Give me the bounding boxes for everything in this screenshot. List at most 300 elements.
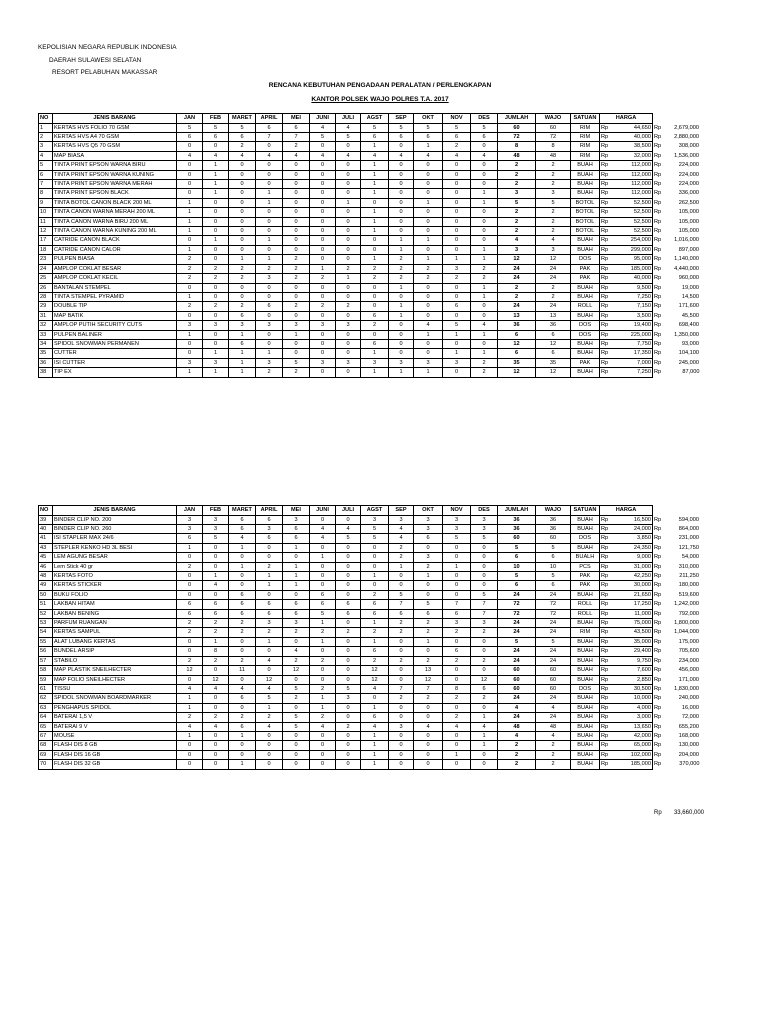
row-number: 48 — [39, 572, 53, 581]
line-total-currency: Rp — [654, 554, 662, 561]
unit-price: 24,350 — [615, 543, 653, 552]
month-quantity: 0 — [443, 675, 471, 684]
line-total-currency: Rp — [654, 638, 662, 645]
unit-price: 112,000 — [615, 170, 653, 179]
column-header: WAJO — [536, 114, 571, 124]
price-currency: Rp — [600, 628, 615, 637]
row-number: 65 — [39, 722, 53, 731]
month-quantity: 0 — [177, 675, 203, 684]
line-total-value: 456,000 — [678, 667, 700, 674]
month-quantity: 2 — [389, 543, 414, 552]
month-quantity: 0 — [177, 142, 203, 151]
month-quantity: 0 — [389, 760, 414, 769]
row-number: 63 — [39, 703, 53, 712]
month-quantity: 12 — [177, 666, 203, 675]
month-quantity: 0 — [443, 637, 471, 646]
month-quantity: 3 — [414, 553, 443, 562]
month-quantity: 3 — [177, 515, 203, 524]
unit-price: 40,000 — [615, 133, 653, 142]
wajo-value: 4 — [536, 703, 571, 712]
month-quantity: 0 — [389, 666, 414, 675]
wajo-value: 24 — [536, 628, 571, 637]
month-quantity: 0 — [256, 208, 283, 217]
month-quantity: 3 — [443, 515, 471, 524]
jumlah-value: 24 — [498, 713, 536, 722]
month-quantity: 0 — [471, 227, 498, 236]
month-quantity: 0 — [336, 330, 361, 339]
column-header: JAN — [177, 506, 203, 516]
price-currency: Rp — [600, 142, 615, 151]
line-total-currency: Rp — [654, 152, 662, 159]
month-quantity: 0 — [414, 349, 443, 358]
table-row — [39, 515, 701, 524]
month-quantity: 0 — [471, 562, 498, 571]
table-row — [39, 133, 701, 142]
jumlah-value: 72 — [498, 609, 536, 618]
wajo-value: 12 — [536, 368, 571, 377]
month-quantity: 1 — [229, 731, 256, 740]
month-quantity: 2 — [361, 590, 389, 599]
month-quantity: 6 — [336, 600, 361, 609]
line-total-value: 16,000 — [681, 704, 700, 711]
satuan-value: RIM — [571, 628, 600, 637]
month-quantity: 2 — [177, 264, 203, 273]
table-row — [39, 264, 701, 273]
month-quantity: 2 — [389, 553, 414, 562]
month-quantity: 6 — [310, 600, 336, 609]
item-name: CUTTER — [53, 349, 177, 358]
line-total-value: 72,000 — [681, 714, 700, 721]
month-quantity: 0 — [203, 741, 229, 750]
jumlah-value: 12 — [498, 255, 536, 264]
month-quantity: 1 — [283, 572, 310, 581]
table-row — [39, 581, 701, 590]
table-row — [39, 609, 701, 618]
month-quantity: 0 — [177, 581, 203, 590]
month-quantity: 0 — [283, 198, 310, 207]
row-number: 18 — [39, 245, 53, 254]
month-quantity: 0 — [177, 189, 203, 198]
month-quantity: 0 — [443, 161, 471, 170]
row-number: 28 — [39, 292, 53, 301]
month-quantity: 0 — [177, 180, 203, 189]
month-quantity: 1 — [471, 741, 498, 750]
line-total-currency: Rp — [654, 134, 662, 140]
month-quantity: 0 — [389, 675, 414, 684]
month-quantity: 1 — [443, 255, 471, 264]
month-quantity: 0 — [336, 741, 361, 750]
unit-price: 44,650 — [615, 123, 653, 132]
month-quantity: 0 — [389, 227, 414, 236]
row-number: 67 — [39, 731, 53, 740]
month-quantity: 2 — [310, 684, 336, 693]
wajo-value: 48 — [536, 722, 571, 731]
line-total-value: 308,000 — [678, 143, 700, 150]
satuan-value: BUAH — [571, 283, 600, 292]
line-total-value: 105,000 — [678, 228, 700, 235]
month-quantity: 0 — [310, 292, 336, 301]
wajo-value: 6 — [536, 581, 571, 590]
line-total-cell — [653, 684, 701, 693]
month-quantity: 1 — [389, 562, 414, 571]
row-number: 70 — [39, 760, 53, 769]
month-quantity: 0 — [443, 760, 471, 769]
month-quantity: 4 — [361, 684, 389, 693]
line-total-currency: Rp — [654, 228, 662, 235]
unit-price: 75,000 — [615, 619, 653, 628]
month-quantity: 0 — [283, 760, 310, 769]
month-quantity: 6 — [414, 534, 443, 543]
price-currency: Rp — [600, 600, 615, 609]
wajo-value: 24 — [536, 694, 571, 703]
table-row — [39, 562, 701, 571]
month-quantity: 2 — [361, 321, 389, 330]
table-row — [39, 311, 701, 320]
month-quantity: 1 — [256, 236, 283, 245]
line-total-value: 1,242,000 — [674, 601, 700, 608]
month-quantity: 0 — [203, 553, 229, 562]
month-quantity: 2 — [283, 368, 310, 377]
wajo-value: 24 — [536, 264, 571, 273]
wajo-value: 4 — [536, 236, 571, 245]
line-total-cell — [653, 321, 701, 330]
month-quantity: 0 — [336, 255, 361, 264]
table-row — [39, 590, 701, 599]
month-quantity: 1 — [471, 245, 498, 254]
row-number: 61 — [39, 684, 53, 693]
unit-price: 3,500 — [615, 311, 653, 320]
month-quantity: 1 — [443, 750, 471, 759]
month-quantity: 0 — [256, 180, 283, 189]
line-total-cell — [653, 628, 701, 637]
line-total-currency: Rp — [654, 350, 662, 357]
month-quantity: 0 — [471, 208, 498, 217]
month-quantity: 1 — [361, 180, 389, 189]
month-quantity: 5 — [283, 358, 310, 367]
unit-price: 9,500 — [615, 283, 653, 292]
month-quantity: 0 — [389, 330, 414, 339]
month-quantity: 5 — [256, 694, 283, 703]
line-total-cell — [653, 703, 701, 712]
line-total-currency: Rp — [654, 143, 662, 150]
unit-price: 112,000 — [615, 189, 653, 198]
line-total-cell — [653, 666, 701, 675]
month-quantity: 3 — [443, 264, 471, 273]
line-total-currency: Rp — [654, 601, 662, 608]
month-quantity: 5 — [203, 123, 229, 132]
month-quantity: 1 — [203, 368, 229, 377]
month-quantity: 0 — [389, 713, 414, 722]
month-quantity: 0 — [414, 731, 443, 740]
line-total-currency: Rp — [654, 714, 662, 721]
month-quantity: 0 — [336, 619, 361, 628]
line-total-currency: Rp — [654, 190, 662, 197]
unit-price: 102,000 — [615, 750, 653, 759]
month-quantity: 0 — [336, 515, 361, 524]
wajo-value: 8 — [536, 142, 571, 151]
month-quantity: 2 — [177, 255, 203, 264]
wajo-value: 24 — [536, 656, 571, 665]
month-quantity: 0 — [229, 675, 256, 684]
month-quantity: 4 — [443, 722, 471, 731]
price-currency: Rp — [600, 161, 615, 170]
price-currency: Rp — [600, 581, 615, 590]
month-quantity: 7 — [389, 600, 414, 609]
month-quantity: 0 — [310, 311, 336, 320]
month-quantity: 1 — [389, 311, 414, 320]
month-quantity: 5 — [443, 534, 471, 543]
column-header: JUNI — [310, 114, 336, 124]
month-quantity: 1 — [256, 572, 283, 581]
line-total-value: 231,000 — [678, 535, 700, 542]
line-total-currency: Rp — [654, 535, 662, 542]
month-quantity: 3 — [283, 321, 310, 330]
month-quantity: 6 — [256, 609, 283, 618]
price-currency: Rp — [600, 264, 615, 273]
month-quantity: 2 — [471, 694, 498, 703]
row-number: 7 — [39, 180, 53, 189]
table-row — [39, 703, 701, 712]
wajo-value: 72 — [536, 600, 571, 609]
item-name: CATRIDE CANON CALOR — [53, 245, 177, 254]
row-number: 36 — [39, 358, 53, 367]
jumlah-value: 2 — [498, 170, 536, 179]
month-quantity: 4 — [414, 722, 443, 731]
month-quantity: 1 — [361, 217, 389, 226]
unit-price: 9,750 — [615, 656, 653, 665]
price-currency: Rp — [600, 198, 615, 207]
month-quantity: 5 — [283, 713, 310, 722]
line-total-currency: Rp — [654, 303, 662, 310]
line-total-currency: Rp — [654, 620, 662, 627]
document-title: RENCANA KEBUTUHAN PENGADAAN PERALATAN / PERLENGKAPAN — [268, 82, 492, 89]
month-quantity: 0 — [336, 170, 361, 179]
month-quantity: 5 — [310, 609, 336, 618]
line-total-value: 336,000 — [678, 190, 700, 197]
month-quantity: 0 — [336, 245, 361, 254]
month-quantity: 0 — [310, 142, 336, 151]
month-quantity: 1 — [203, 236, 229, 245]
month-quantity: 5 — [443, 123, 471, 132]
price-currency: Rp — [600, 245, 615, 254]
line-total-currency: Rp — [654, 629, 662, 636]
month-quantity: 0 — [443, 339, 471, 348]
month-quantity: 2 — [203, 713, 229, 722]
line-total-cell — [653, 572, 701, 581]
table-row — [39, 684, 701, 693]
month-quantity: 1 — [414, 637, 443, 646]
row-number: 43 — [39, 543, 53, 552]
month-quantity: 0 — [336, 760, 361, 769]
price-currency: Rp — [600, 534, 615, 543]
month-quantity: 0 — [256, 553, 283, 562]
satuan-value: BOTOL — [571, 227, 600, 236]
month-quantity: 0 — [177, 553, 203, 562]
line-total-value: 204,000 — [678, 751, 700, 758]
month-quantity: 1 — [361, 227, 389, 236]
month-quantity: 5 — [336, 684, 361, 693]
item-name: LAKBAN BENING — [53, 609, 177, 618]
unit-price: 32,000 — [615, 151, 653, 160]
month-quantity: 0 — [414, 339, 443, 348]
line-total-value: 234,000 — [678, 657, 700, 664]
jumlah-value: 2 — [498, 208, 536, 217]
month-quantity: 1 — [283, 581, 310, 590]
month-quantity: 4 — [389, 525, 414, 534]
month-quantity: 0 — [443, 189, 471, 198]
wajo-value: 24 — [536, 647, 571, 656]
month-quantity: 0 — [203, 292, 229, 301]
line-total-value: 224,000 — [678, 162, 700, 169]
month-quantity: 8 — [443, 684, 471, 693]
month-quantity: 2 — [229, 274, 256, 283]
table-row — [39, 750, 701, 759]
month-quantity: 1 — [177, 543, 203, 552]
month-quantity: 0 — [414, 703, 443, 712]
price-currency: Rp — [600, 666, 615, 675]
jumlah-value: 4 — [498, 731, 536, 740]
month-quantity: 0 — [177, 161, 203, 170]
table-row — [39, 283, 701, 292]
month-quantity: 1 — [361, 572, 389, 581]
satuan-value: BUAH — [571, 170, 600, 179]
line-total-cell — [653, 283, 701, 292]
row-number: 56 — [39, 647, 53, 656]
month-quantity: 1 — [310, 703, 336, 712]
month-quantity: 3 — [283, 515, 310, 524]
line-total-value: 1,016,000 — [674, 237, 700, 244]
item-name: BINDER CLIP NO. 260 — [53, 525, 177, 534]
table-row — [39, 368, 701, 377]
line-total-value: 1,140,000 — [674, 256, 700, 263]
month-quantity: 0 — [336, 311, 361, 320]
month-quantity: 0 — [389, 198, 414, 207]
line-total-currency: Rp — [654, 171, 662, 178]
month-quantity: 0 — [336, 283, 361, 292]
month-quantity: 1 — [229, 330, 256, 339]
month-quantity: 0 — [256, 283, 283, 292]
table-row — [39, 302, 701, 311]
wajo-value: 6 — [536, 553, 571, 562]
column-header: NO — [39, 506, 53, 516]
item-name: STABILO — [53, 656, 177, 665]
line-total-cell — [653, 553, 701, 562]
wajo-value: 2 — [536, 208, 571, 217]
month-quantity: 2 — [203, 302, 229, 311]
jumlah-value: 3 — [498, 245, 536, 254]
jumlah-value: 5 — [498, 198, 536, 207]
month-quantity: 2 — [471, 628, 498, 637]
price-currency: Rp — [600, 236, 615, 245]
price-currency: Rp — [600, 227, 615, 236]
month-quantity: 6 — [361, 647, 389, 656]
row-number: 53 — [39, 619, 53, 628]
month-quantity: 4 — [229, 684, 256, 693]
month-quantity: 0 — [256, 227, 283, 236]
month-quantity: 3 — [256, 619, 283, 628]
month-quantity: 0 — [336, 543, 361, 552]
row-number: 32 — [39, 321, 53, 330]
month-quantity: 6 — [471, 133, 498, 142]
item-name: TINTA PRINT EPSON WARNA KUNING — [53, 170, 177, 179]
month-quantity: 1 — [389, 283, 414, 292]
satuan-value: RIM — [571, 133, 600, 142]
month-quantity: 2 — [283, 142, 310, 151]
month-quantity: 5 — [336, 133, 361, 142]
price-currency: Rp — [600, 151, 615, 160]
month-quantity: 0 — [203, 666, 229, 675]
month-quantity: 1 — [177, 731, 203, 740]
column-header: NOV — [443, 506, 471, 516]
month-quantity: 6 — [256, 534, 283, 543]
month-quantity: 0 — [310, 368, 336, 377]
unit-price: 35,000 — [615, 637, 653, 646]
wajo-value: 2 — [536, 283, 571, 292]
wajo-value: 6 — [536, 349, 571, 358]
month-quantity: 6 — [229, 590, 256, 599]
table-row — [39, 321, 701, 330]
item-name: MAP PLASTIK SNEILHECTER — [53, 666, 177, 675]
month-quantity: 0 — [229, 189, 256, 198]
month-quantity: 1 — [203, 170, 229, 179]
month-quantity: 1 — [443, 330, 471, 339]
month-quantity: 4 — [361, 722, 389, 731]
month-quantity: 0 — [310, 731, 336, 740]
wajo-value: 5 — [536, 198, 571, 207]
unit-price: 225,000 — [615, 330, 653, 339]
month-quantity: 0 — [414, 161, 443, 170]
item-name: STEPLER KENKO HD 3L BESI — [53, 543, 177, 552]
month-quantity: 0 — [283, 311, 310, 320]
month-quantity: 0 — [443, 581, 471, 590]
month-quantity: 0 — [336, 581, 361, 590]
month-quantity: 0 — [336, 339, 361, 348]
month-quantity: 4 — [256, 684, 283, 693]
month-quantity: 6 — [229, 311, 256, 320]
price-currency: Rp — [600, 208, 615, 217]
month-quantity: 0 — [310, 675, 336, 684]
line-total-cell — [653, 525, 701, 534]
month-quantity: 0 — [414, 292, 443, 301]
month-quantity: 0 — [203, 283, 229, 292]
price-currency: Rp — [600, 339, 615, 348]
month-quantity: 1 — [229, 562, 256, 571]
satuan-value: BUAH — [571, 647, 600, 656]
line-total-value: 698,400 — [678, 322, 700, 329]
month-quantity: 2 — [283, 656, 310, 665]
wajo-value: 60 — [536, 684, 571, 693]
month-quantity: 4 — [336, 151, 361, 160]
month-quantity: 1 — [361, 760, 389, 769]
month-quantity: 2 — [177, 302, 203, 311]
month-quantity: 0 — [361, 581, 389, 590]
line-total-value: 1,044,000 — [674, 629, 700, 636]
line-total-cell — [653, 722, 701, 731]
jumlah-value: 2 — [498, 760, 536, 769]
month-quantity: 0 — [443, 292, 471, 301]
month-quantity: 1 — [177, 217, 203, 226]
month-quantity: 1 — [361, 368, 389, 377]
month-quantity: 3 — [471, 619, 498, 628]
month-quantity: 0 — [203, 760, 229, 769]
month-quantity: 0 — [229, 180, 256, 189]
month-quantity: 1 — [256, 349, 283, 358]
month-quantity: 0 — [471, 161, 498, 170]
month-quantity: 0 — [256, 339, 283, 348]
column-header: APRIL — [256, 114, 283, 124]
month-quantity: 1 — [361, 637, 389, 646]
wajo-value: 72 — [536, 609, 571, 618]
